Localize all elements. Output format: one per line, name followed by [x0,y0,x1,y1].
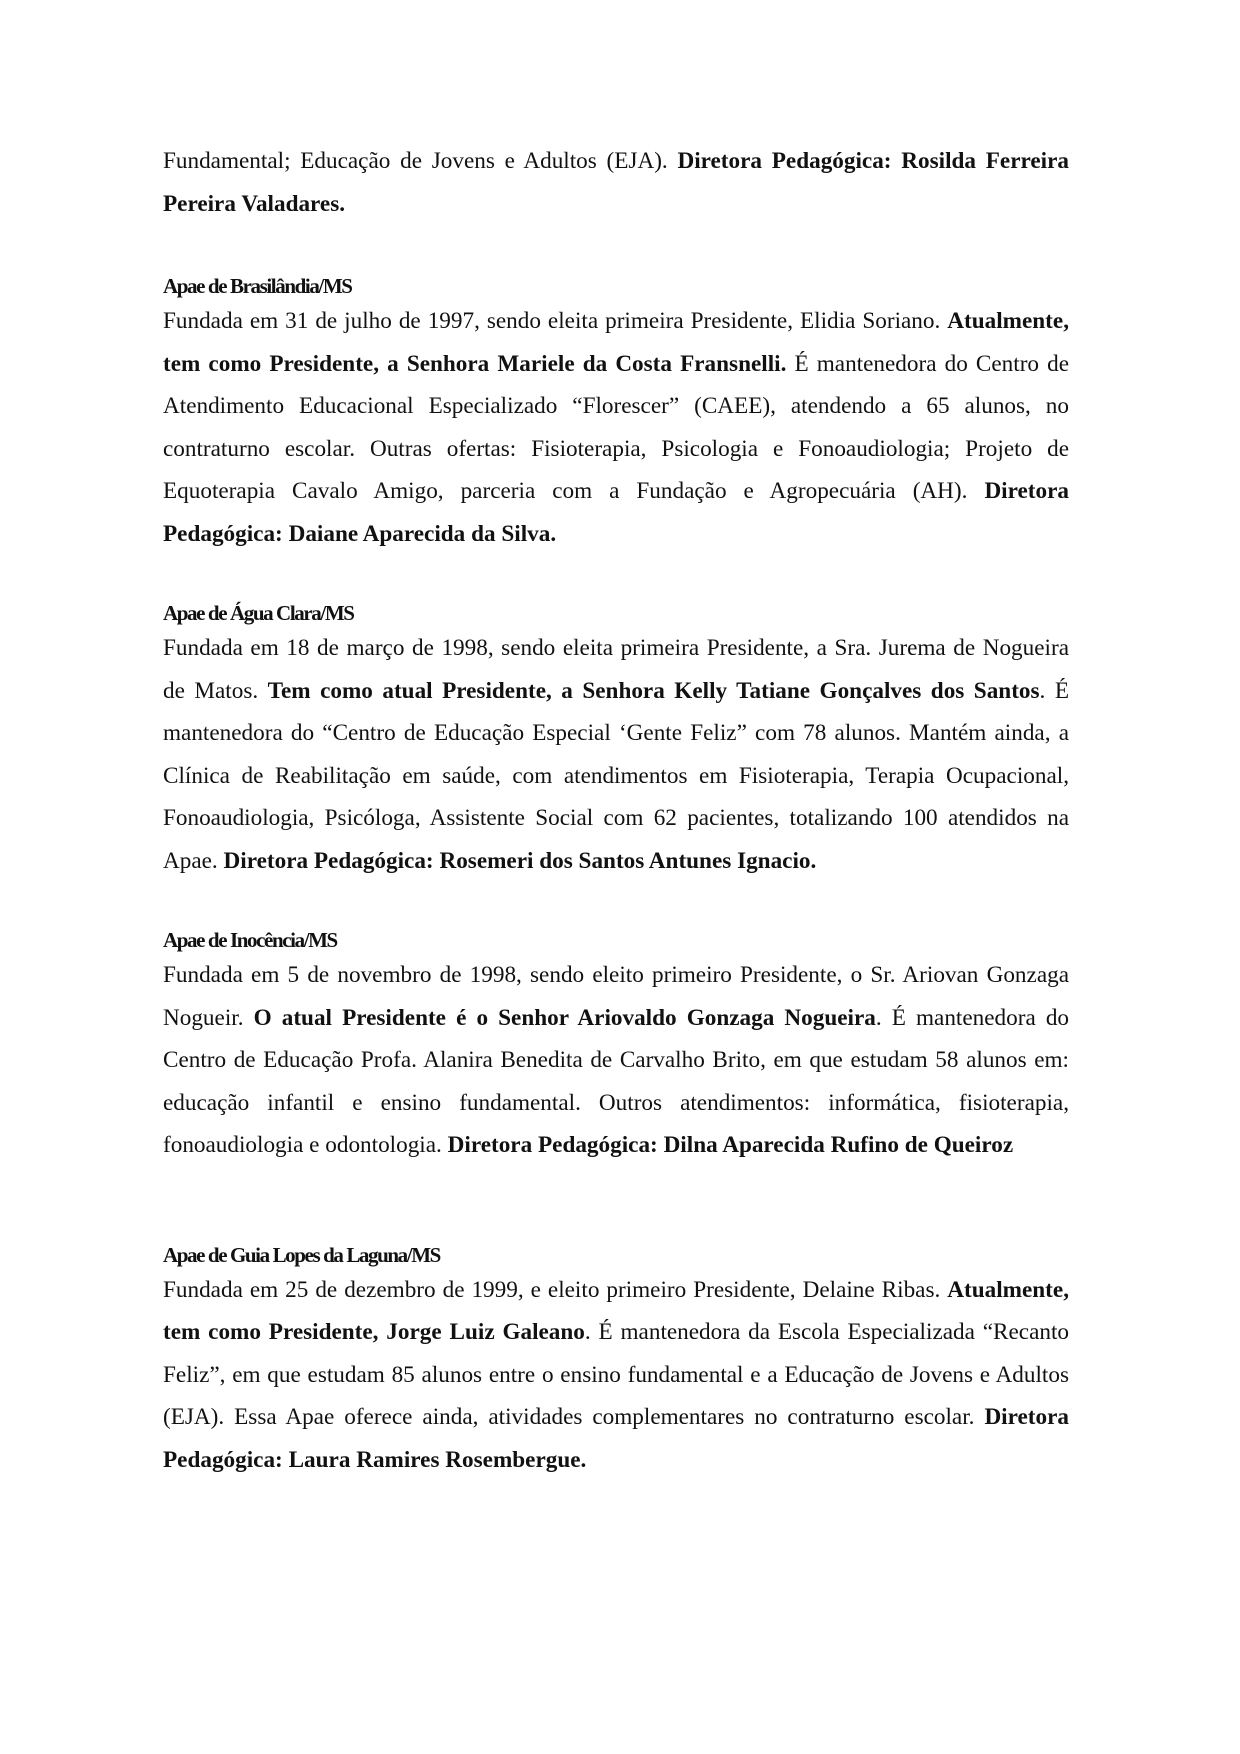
section-inocencia [163,926,1069,1167]
section-president: Tem como atual Presidente, a Senhora Kelly Tatiane Gonçalves dos Santos [267,677,1040,704]
section-text: Fundada em 25 de dezembro de 1999, e eleito primeiro Presidente, Delaine Ribas. [163,1276,948,1303]
section-heading: Apae de Inocência/MS [163,928,337,952]
section-president: O atual Presidente é o Senhor Ariovaldo Gonzaga Nogueira [253,1004,876,1031]
section-text: Fundada em 18 de março de 1998, sendo eleita primeira Presidente, a Sra. Jurema de Nogueira de Matos. [163,635,1069,704]
intro-text: Fundamental; Educação de Jovens e Adultos (EJA). [163,148,678,174]
section-heading: Apae de Brasilândia/MS [163,274,352,298]
intro-paragraph [163,140,1069,225]
section-director: Diretora Pedagógica: Dilna Aparecida Rufino de Queiroz [447,1132,1014,1158]
section-text: Fundada em 31 de julho de 1997, sendo eleita primeira Presidente, Elidia Soriano. [163,308,948,334]
section-heading: Apae de Água Clara/MS [163,601,354,625]
section-brasilandia [163,272,1069,555]
section-agua-clara [163,599,1069,882]
section-paragraph [163,1269,1069,1482]
section-text: . É mantenedora da Escola Especializada “Recanto Feliz”, em que estudam 85 alunos entre o ensino fundamental e a Educação de Jovens e Adultos (EJA). Essa Apae oferece ainda, atividades complementares no contraturno escolar. [163,1319,1070,1430]
section-text: . É mantenedora do “Centro de Educação Especial ‘Gente Feliz” com 78 alunos. Mantém ainda, a Clínica de Reabilitação em saúde, com atendimentos em Fisioterapia, Terapia Ocupacional, Fonoaudiologia, Psicóloga, Assistente Social com 62 pacientes, totalizando 100 atendidos na Apae. [163,677,1069,874]
section-text: . É mantenedora do Centro de Educação Profa. Alanira Benedita de Carvalho Brito, em que estudam 58 alunos em: educação infantil e ensino fundamental. Outros atendimentos: informática, fisioterapia, fonoaudiologia e odontologia. [163,1004,1070,1158]
section-paragraph [163,627,1069,882]
section-president: Atualmente, tem como Presidente, Jorge Luiz Galeano [163,1276,1069,1345]
section-text: É mantenedora do Centro de Atendimento Educacional Especializado “Florescer” (CAEE), atendendo a 65 alunos, no contraturno escolar. Outras ofertas: Fisioterapia, Psicologia e Fonoaudiologia; Projeto de Equoterapia Cavalo Amigo, parceria com a Fundação e Agropecuária (AH). [163,350,1069,504]
section-paragraph [163,954,1069,1167]
document-page [163,140,1069,1481]
section-director: Diretora Pedagógica: Daiane Aparecida da Silva. [163,478,1069,547]
section-paragraph [163,300,1069,555]
intro-director: Diretora Pedagógica: Rosilda Ferreira Pereira Valadares. [163,148,1069,217]
section-director: Diretora Pedagógica: Rosemeri dos Santos Antunes Ignacio. [223,847,817,874]
section-director: Diretora Pedagógica: Laura Ramires Rosembergue. [163,1404,1069,1473]
section-guia-lopes [163,1241,1069,1482]
section-president: Atualmente, tem como Presidente, a Senhora Mariele da Costa Fransnelli. [163,308,1069,377]
section-text: Fundada em 5 de novembro de 1998, sendo eleito primeiro Presidente, o Sr. Ariovan Gonzaga Nogueir. [163,962,1069,1031]
section-heading: Apae de Guia Lopes da Laguna/MS [163,1242,440,1267]
